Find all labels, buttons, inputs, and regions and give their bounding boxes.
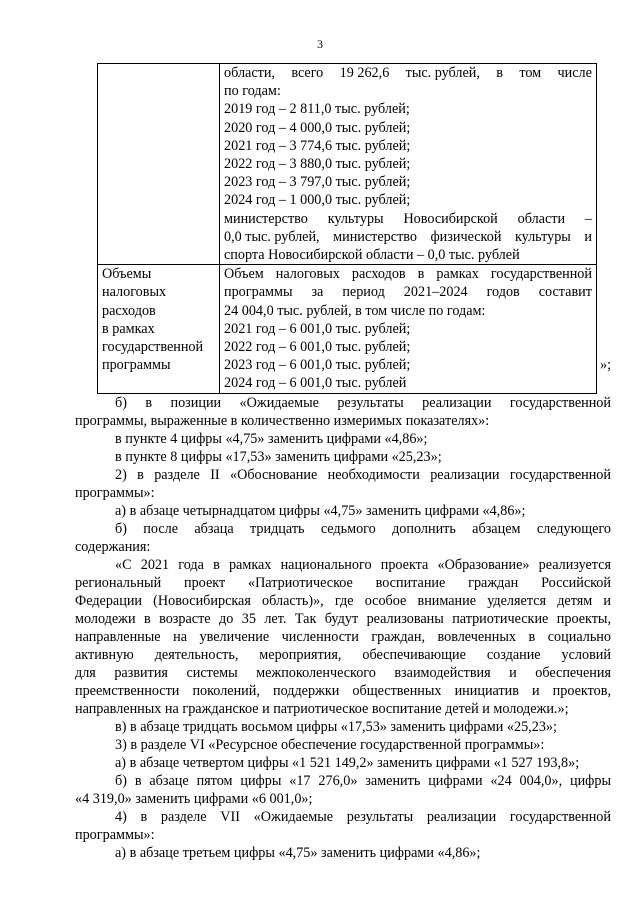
cell-word: 0,0 тыс. рублей, — [224, 228, 320, 245]
financing-cell — [220, 64, 597, 265]
text-line: в) в абзаце тридцать восьмом цифры «17,53» заменить цифрами «25,23»; — [115, 719, 557, 735]
text-line: б) в абзаце пятом цифры «17 276,0» заменить цифрами «24 004,0», цифры — [115, 773, 611, 789]
program-passport-table — [97, 63, 597, 394]
cell-word: годов — [486, 284, 520, 301]
text-line: «4 319,0» заменить цифрами «6 001,0»; — [75, 791, 313, 807]
text-line: в пункте 4 цифры «4,75» заменить цифрами «4,86»; — [115, 431, 428, 447]
text-line: 2) в разделе II «Обоснование необходимости реализации государственной — [115, 467, 611, 483]
cell-word: в — [417, 266, 425, 283]
cell-line: 2020 год – 4 000,0 тыс. рублей; — [224, 119, 411, 136]
cell-word: министерство — [224, 210, 308, 227]
text-line: программы, выраженные в количественно измеримых показателях»: — [75, 413, 490, 429]
cell-word: области, — [224, 65, 275, 81]
label-line: налоговых — [102, 284, 167, 301]
text-line: а) в абзаце четырнадцатом цифры «4,75» заменить цифрами «4,86»; — [115, 503, 526, 519]
cell-word: Объем — [224, 266, 264, 283]
cell-line: 2022 год – 6 001,0 тыс. рублей; — [224, 339, 411, 356]
cell-word: культуры — [327, 210, 384, 227]
cell-word: государственной — [490, 266, 592, 283]
row-label-empty — [98, 64, 220, 265]
cell-word: рамках — [436, 266, 479, 283]
label-line: программы — [102, 357, 171, 374]
page-number: 3 — [317, 37, 323, 51]
label-line: в рамках — [102, 320, 155, 337]
cell-word: налоговых — [275, 266, 340, 283]
cell-word: тыс. рублей, — [405, 65, 480, 81]
text-line: региональный проект «Патриотическое воспитание граждан Российской — [75, 575, 611, 591]
cell-word: 2021–2024 — [403, 284, 468, 301]
cell-word: том — [519, 65, 542, 81]
cell-word: физической — [430, 228, 502, 245]
text-line: программы»: — [75, 827, 155, 843]
text-line: направленные на увеличение численности граждан, вовлеченных в социально — [75, 629, 611, 645]
cell-word: составит — [538, 284, 592, 301]
cell-word: министерство — [333, 228, 417, 245]
cell-word: Новосибирской — [403, 210, 498, 227]
text-line: а) в абзаце третьем цифры «4,75» заменить цифрами «4,86»; — [115, 845, 481, 861]
text-line: направленных на гражданское и патриотическое воспитание детей и молодежи.»; — [75, 701, 569, 717]
text-line: содержания: — [75, 539, 151, 555]
cell-word: в — [496, 65, 503, 81]
text-line: молодежи в возрасте до 35 лет. Так будут реализованы патриотические проекты, — [75, 611, 611, 627]
text-line: программы»: — [75, 485, 155, 501]
text-line: преемственности поколений, поддержки общественных инициатив и проектов, — [75, 683, 611, 699]
cell-word: числе — [557, 65, 592, 81]
cell-line: 2023 год – 6 001,0 тыс. рублей; — [224, 357, 411, 374]
cell-line — [224, 283, 592, 301]
text-line: б) после абзаца тридцать седьмого дополнить абзацем следующего — [115, 521, 611, 537]
cell-line: 2024 год – 6 001,0 тыс. рублей — [224, 375, 407, 392]
text-line: 3) в разделе VI «Ресурсное обеспечение государственной программы»: — [115, 737, 545, 753]
cell-line: 2021 год – 3 774,6 тыс. рублей; — [224, 137, 411, 154]
cell-line — [224, 228, 592, 246]
text-line: Федерации (Новосибирская область)», где особое внимание уделяется детям и — [75, 593, 611, 609]
text-line: б) в позиции «Ожидаемые результаты реализации государственной — [115, 395, 611, 411]
cell-word: и — [584, 228, 592, 245]
label-line: Объемы — [102, 266, 152, 283]
cell-line — [224, 64, 592, 82]
closing-quote-mark: »; — [600, 357, 612, 373]
label-line: расходов — [102, 302, 156, 319]
text-line: в пункте 8 цифры «17,53» заменить цифрами «25,23»; — [115, 449, 442, 465]
cell-line — [224, 210, 592, 228]
cell-word: культуры — [514, 228, 571, 245]
cell-word: всего — [291, 65, 324, 81]
tax-expenditure-cell — [220, 265, 597, 393]
cell-line: спорта Новосибирской области – 0,0 тыс. рублей — [224, 247, 520, 264]
text-line: активную деятельность, мероприятия, обеспечивающие создание условий — [75, 647, 611, 663]
cell-word: – — [584, 210, 592, 227]
tax-expenditure-label — [98, 265, 220, 393]
cell-line: 2024 год – 1 000,0 тыс. рублей; — [224, 192, 411, 209]
cell-word: программы — [224, 284, 293, 301]
cell-line: 24 004,0 тыс. рублей, в том числе по годам: — [224, 302, 486, 319]
cell-word: 19 262,6 — [339, 65, 390, 81]
cell-line: 2021 год – 6 001,0 тыс. рублей; — [224, 320, 411, 337]
text-line: «С 2021 года в рамках национального проекта «Образование» реализуется — [115, 557, 611, 573]
table-row — [98, 265, 597, 393]
cell-line: 2022 год – 3 880,0 тыс. рублей; — [224, 156, 411, 173]
text-line: для развития системы межпоколенческого взаимодействия и обеспечения — [75, 665, 611, 681]
cell-line: по годам: — [224, 83, 281, 100]
text-line: а) в абзаце четвертом цифры «1 521 149,2» заменить цифрами «1 527 193,8»; — [115, 755, 580, 771]
cell-line: 2023 год – 3 797,0 тыс. рублей; — [224, 174, 411, 191]
cell-word: за — [311, 284, 324, 301]
amendment-text — [75, 394, 611, 862]
cell-word: расходов — [351, 266, 406, 283]
label-line: государственной — [102, 339, 204, 356]
cell-word: области — [517, 210, 566, 227]
table-row — [98, 64, 597, 265]
cell-line — [224, 265, 592, 283]
cell-word: период — [342, 284, 385, 301]
text-line: 4) в разделе VII «Ожидаемые результаты реализации государственной — [115, 809, 611, 825]
cell-line: 2019 год – 2 811,0 тыс. рублей; — [224, 101, 410, 118]
